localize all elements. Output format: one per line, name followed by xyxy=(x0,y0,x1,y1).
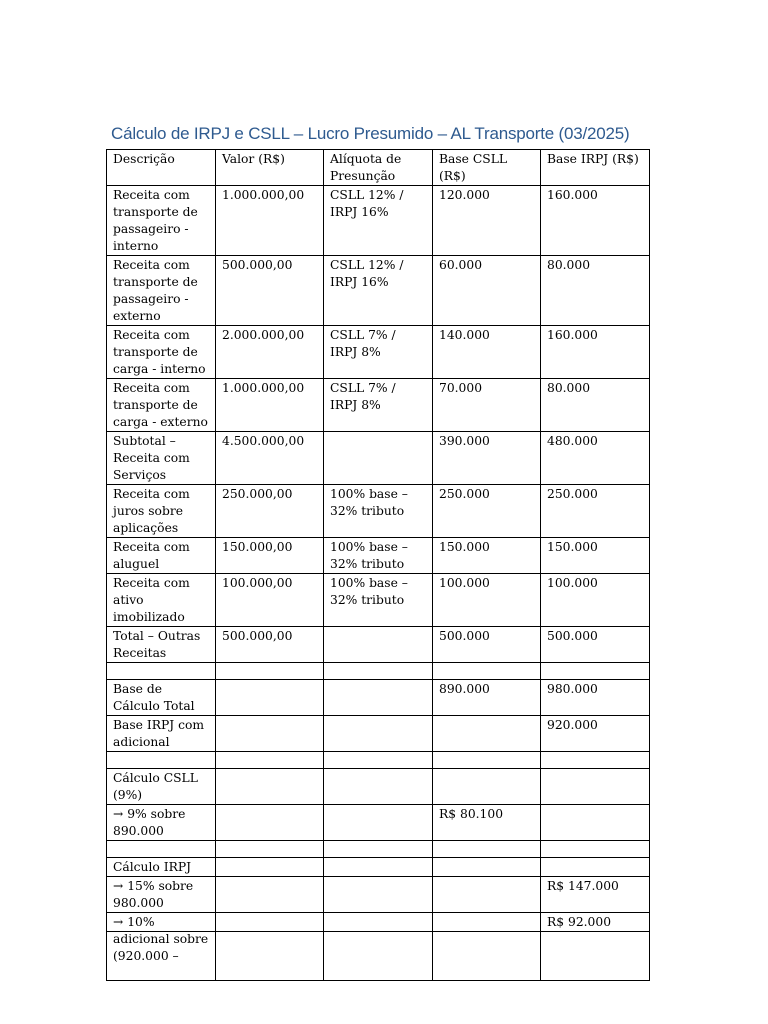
table-cell: 100% base – 32% tributo xyxy=(324,538,433,574)
table-cell: Receita com aluguel xyxy=(107,538,216,574)
table-cell: Total – Outras Receitas xyxy=(107,627,216,663)
table-cell xyxy=(216,663,324,680)
table-cell xyxy=(324,841,433,858)
table-cell: CSLL 7% / IRPJ 8% xyxy=(324,379,433,432)
table-cell: 80.000 xyxy=(541,379,650,432)
table-cell: CSLL 12% / IRPJ 16% xyxy=(324,256,433,326)
header-cell: Descrição xyxy=(107,150,216,186)
table-cell: 250.000,00 xyxy=(216,485,324,538)
table-cell: Receita com juros sobre aplicações xyxy=(107,485,216,538)
table-cell: CSLL 12% / IRPJ 16% xyxy=(324,186,433,256)
table-cell xyxy=(324,432,433,485)
table-cell: 100.000 xyxy=(433,574,541,627)
page-title: Cálculo de IRPJ e CSLL – Lucro Presumido – AL Transporte (03/2025) xyxy=(111,124,630,143)
header-cell: Valor (R$) xyxy=(216,150,324,186)
table-cell: R$ 80.100 xyxy=(433,805,541,841)
table-cell: Receita com transporte de passageiro - externo xyxy=(107,256,216,326)
table-cell: Base de Cálculo Total xyxy=(107,680,216,716)
table-cell: 70.000 xyxy=(433,379,541,432)
table-row xyxy=(107,485,650,538)
table-cell: R$ 147.000 xyxy=(541,877,650,913)
table-cell: Cálculo IRPJ xyxy=(107,858,216,877)
table-cell: 150.000 xyxy=(433,538,541,574)
table-cell: 2.000.000,00 xyxy=(216,326,324,379)
table-cell: Cálculo CSLL (9%) xyxy=(107,769,216,805)
table-row xyxy=(107,858,650,877)
table-row-empty xyxy=(107,663,650,680)
table-cell: 250.000 xyxy=(433,485,541,538)
table-cell: 60.000 xyxy=(433,256,541,326)
table-row xyxy=(107,326,650,379)
table-cell xyxy=(433,841,541,858)
table-row xyxy=(107,538,650,574)
table-cell: 100% base – 32% tributo xyxy=(324,485,433,538)
table-header-row xyxy=(107,150,650,186)
table-cell xyxy=(541,769,650,805)
table-cell: 980.000 xyxy=(541,680,650,716)
table-row xyxy=(107,574,650,627)
table-cell: 890.000 xyxy=(433,680,541,716)
table-cell: 100% base – 32% tributo xyxy=(324,574,433,627)
table-cell: → 10% adicional sobre (920.000 – xyxy=(107,913,216,981)
table-row xyxy=(107,627,650,663)
table-cell xyxy=(216,769,324,805)
table-cell xyxy=(541,858,650,877)
table-cell: R$ 92.000 xyxy=(541,913,650,981)
table-cell: 390.000 xyxy=(433,432,541,485)
table-row-empty xyxy=(107,841,650,858)
table-cell xyxy=(216,752,324,769)
table-row xyxy=(107,805,650,841)
table-cell xyxy=(433,663,541,680)
table-row xyxy=(107,680,650,716)
table-cell: 140.000 xyxy=(433,326,541,379)
table-cell: 250.000 xyxy=(541,485,650,538)
table-cell: Receita com transporte de passageiro - interno xyxy=(107,186,216,256)
table-cell: 80.000 xyxy=(541,256,650,326)
table-cell: 500.000 xyxy=(541,627,650,663)
table-cell xyxy=(216,716,324,752)
table-cell xyxy=(216,805,324,841)
table-cell: 500.000,00 xyxy=(216,627,324,663)
table-cell: Base IRPJ com adicional xyxy=(107,716,216,752)
table-cell xyxy=(324,752,433,769)
table-cell: Receita com transporte de carga - externo xyxy=(107,379,216,432)
table-row xyxy=(107,256,650,326)
table-cell: 150.000,00 xyxy=(216,538,324,574)
header-cell: Alíquota de Presunção xyxy=(324,150,433,186)
table-cell xyxy=(541,841,650,858)
table-cell xyxy=(324,913,433,981)
table-cell xyxy=(107,752,216,769)
table-cell: 480.000 xyxy=(541,432,650,485)
table-cell: 150.000 xyxy=(541,538,650,574)
table-cell: Subtotal – Receita com Serviços xyxy=(107,432,216,485)
table-cell xyxy=(433,769,541,805)
table-cell xyxy=(324,663,433,680)
table-cell xyxy=(216,877,324,913)
table-row xyxy=(107,769,650,805)
table-container xyxy=(106,149,649,963)
table-cell xyxy=(324,716,433,752)
table-cell: → 9% sobre 890.000 xyxy=(107,805,216,841)
table-cell xyxy=(324,627,433,663)
table-cell: 4.500.000,00 xyxy=(216,432,324,485)
table-cell xyxy=(433,913,541,981)
table-cell xyxy=(324,858,433,877)
table-cell xyxy=(433,752,541,769)
table-cell: 500.000 xyxy=(433,627,541,663)
table-cell xyxy=(433,858,541,877)
table-cell xyxy=(324,769,433,805)
table-cell xyxy=(216,858,324,877)
table-cell xyxy=(541,663,650,680)
table-cell xyxy=(324,680,433,716)
table-row xyxy=(107,716,650,752)
table-cell: 100.000,00 xyxy=(216,574,324,627)
header-cell: Base IRPJ (R$) xyxy=(541,150,650,186)
table-cell xyxy=(324,805,433,841)
table-row xyxy=(107,432,650,485)
calculation-table xyxy=(106,149,650,981)
table-cell xyxy=(541,805,650,841)
table-row xyxy=(107,186,650,256)
table-row xyxy=(107,379,650,432)
table-cell xyxy=(107,841,216,858)
table-cell: 500.000,00 xyxy=(216,256,324,326)
table-cell xyxy=(433,877,541,913)
table-cell: Receita com ativo imobilizado xyxy=(107,574,216,627)
table-cell: 160.000 xyxy=(541,186,650,256)
table-cell xyxy=(541,752,650,769)
table-cell: 160.000 xyxy=(541,326,650,379)
table-cell xyxy=(216,680,324,716)
table-cell: 1.000.000,00 xyxy=(216,379,324,432)
table-cell xyxy=(324,877,433,913)
table-cell: Receita com transporte de carga - interno xyxy=(107,326,216,379)
table-cell xyxy=(433,716,541,752)
table-cell: 1.000.000,00 xyxy=(216,186,324,256)
table-cell: CSLL 7% / IRPJ 8% xyxy=(324,326,433,379)
table-cell: 920.000 xyxy=(541,716,650,752)
table-cell: → 15% sobre 980.000 xyxy=(107,877,216,913)
table-row xyxy=(107,877,650,913)
table-cell xyxy=(216,913,324,981)
table-cell xyxy=(107,663,216,680)
table-row xyxy=(107,913,650,981)
table-cell xyxy=(216,841,324,858)
header-cell: Base CSLL (R$) xyxy=(433,150,541,186)
table-cell: 100.000 xyxy=(541,574,650,627)
table-row-empty xyxy=(107,752,650,769)
table-cell: 120.000 xyxy=(433,186,541,256)
